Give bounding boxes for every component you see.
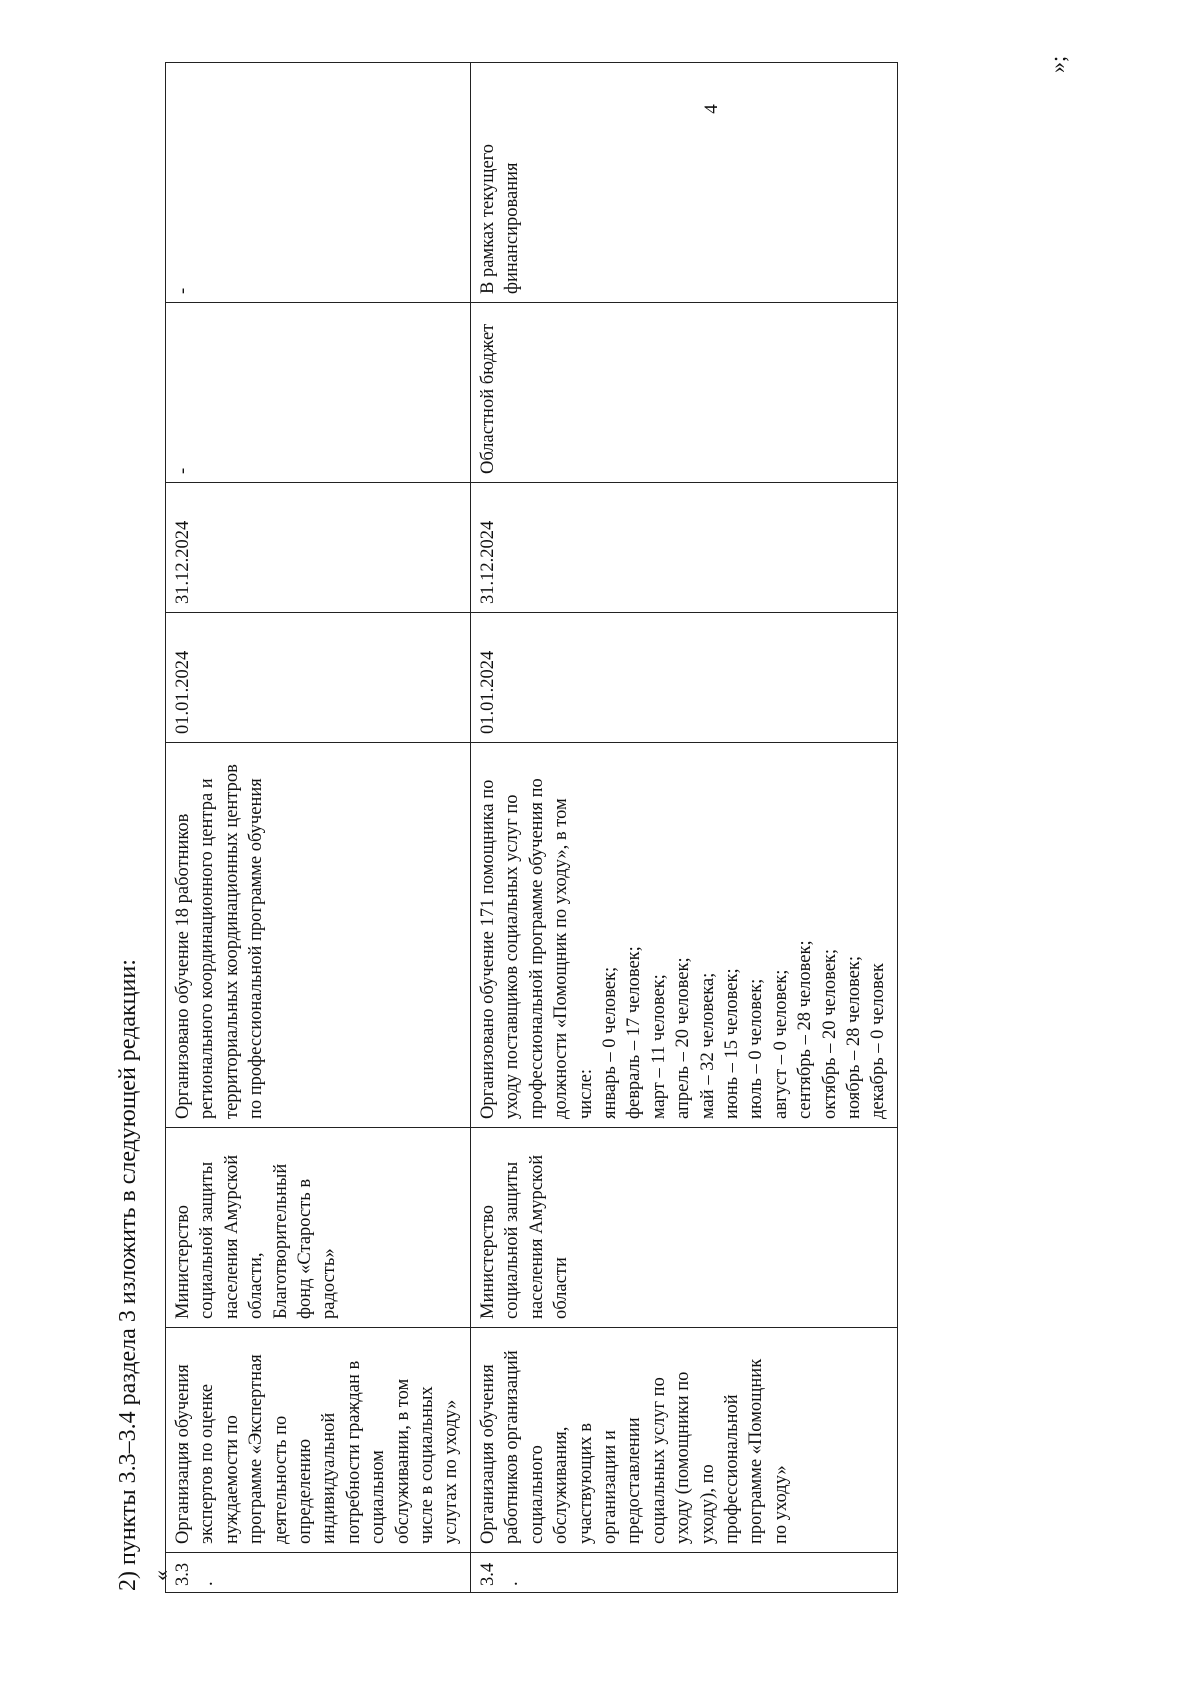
end-date-cell: 31.12.2024 <box>470 483 897 613</box>
result-detail-line: февраль – 17 человек; <box>624 946 645 1119</box>
end-date-cell: 31.12.2024 <box>166 483 471 613</box>
result-text: Организовано обучение 18 работников регионального координационного центра и территориальных координационных центров по профессиональной программе обучения <box>173 764 267 1119</box>
intro-text: 2) пункты 3.3–3.4 раздела 3 изложить в следующей редакции: <box>115 959 141 1591</box>
amount-cell: В рамках текущего финансирования <box>470 63 897 303</box>
open-quote: « <box>148 1570 173 1581</box>
result-detail-line: январь – 0 человек; <box>599 966 620 1119</box>
result-detail-line: май – 32 человека; <box>697 972 718 1119</box>
amount-cell: - <box>166 63 471 303</box>
close-quote: »; <box>1045 55 1070 73</box>
result-cell <box>166 743 471 1128</box>
row-number: 3.3. <box>166 1553 471 1593</box>
result-text: Организовано обучение 171 помощника по уходу поставщиков социальных услуг по профессиональной программе обучения по должности «Помощник по уходу», в том числе: <box>477 778 596 1119</box>
result-detail-line: сентябрь – 28 человек; <box>795 940 816 1119</box>
row-number: 3.4. <box>470 1553 897 1593</box>
source-cell: Областной бюджет <box>470 303 897 483</box>
result-detail-line: октябрь – 20 человек; <box>819 948 840 1119</box>
table-row <box>166 63 471 1593</box>
result-detail-line: март – 11 человек; <box>648 974 669 1119</box>
result-detail-line: июнь – 15 человек; <box>721 968 742 1119</box>
start-date-cell: 01.01.2024 <box>166 613 471 743</box>
executor-cell: Министерство социальной защиты населения Амурской области <box>470 1128 897 1328</box>
event-cell: Организация обучения работников организаций социального обслуживания, участвующих в организации и предоставлении социальных услуг по уходу (помощники по уходу), по профессиональной программе «Помощник по уходу» <box>470 1328 897 1553</box>
result-detail-line: июль – 0 человек; <box>746 978 767 1119</box>
result-cell <box>470 743 897 1128</box>
start-date-cell: 01.01.2024 <box>470 613 897 743</box>
table-row <box>470 63 897 1593</box>
measures-table <box>165 62 898 1593</box>
page-number: 4 <box>700 104 722 114</box>
event-cell: Организация обучения экспертов по оценке нуждаемости по программе «Экспертная деятельность по определению индивидуальной потребности граждан в социальном обслуживании, в том числе в социальных услугах по уходу» <box>166 1328 471 1553</box>
result-detail-line: апрель – 20 человек; <box>673 957 694 1119</box>
result-detail-line: ноябрь – 28 человек; <box>843 956 864 1119</box>
source-cell: - <box>166 303 471 483</box>
executor-cell: Министерство социальной защиты населения Амурской области, Благотворительный фонд «Старость в радость» <box>166 1128 471 1328</box>
result-detail-line: декабрь – 0 человек <box>868 963 889 1119</box>
result-detail-line: август – 0 человек; <box>770 969 791 1119</box>
